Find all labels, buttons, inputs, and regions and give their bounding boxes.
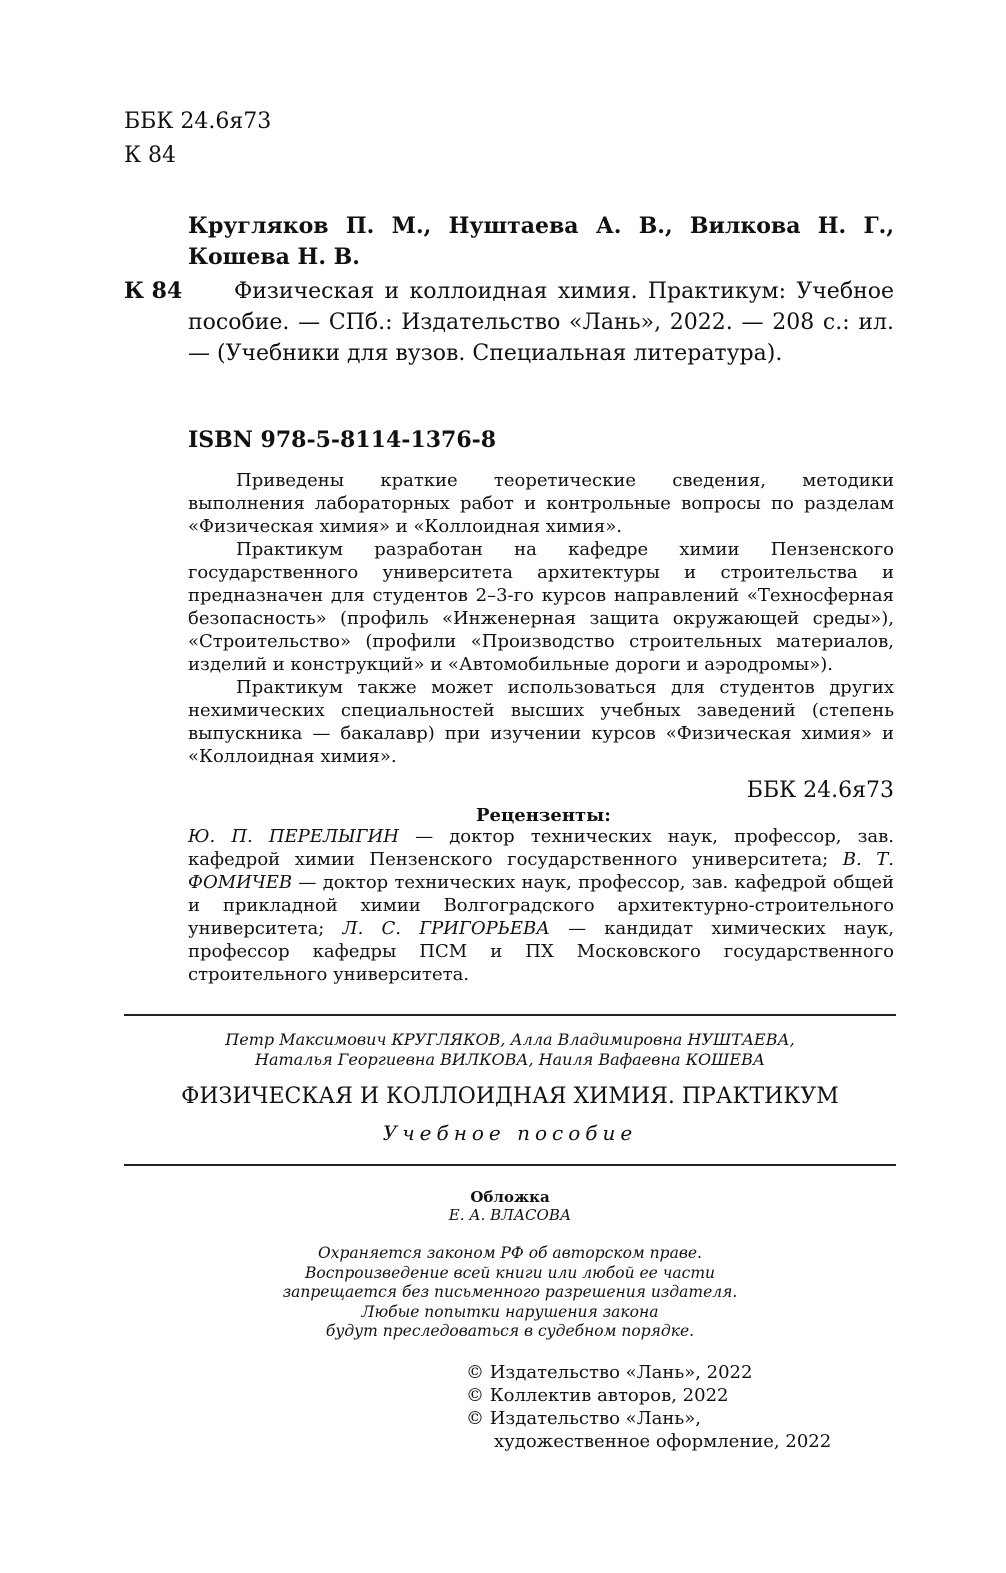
reviewer-description: — доктор технических наук, профессор, зав. кафедрой общей и прикладной химии Волгоградского архитектурно-строительного университета; [188, 872, 894, 939]
copyright-line [466, 1361, 896, 1384]
copyright-text: Издательство «Лань», [489, 1408, 701, 1429]
cover-label: Обложка [470, 1188, 550, 1206]
bbk-code-bottom: ББК 24.6я73 [746, 778, 894, 803]
copyright-list [466, 1361, 896, 1453]
reviewer-description: — кандидат химических наук, профессор кафедры ПСМ и ПХ Московского государственного строительного университета. [188, 918, 895, 985]
book-subtitle: Учебное пособие [382, 1121, 638, 1145]
reviewer-name: Л. С. ГРИГОРЬЕВА [342, 918, 550, 939]
copyright-symbol: © [466, 1385, 484, 1406]
copyright-notice [124, 1244, 896, 1342]
isbn: ISBN 978-5-8114-1376-8 [188, 427, 497, 453]
reviewers-heading: Рецензенты: [476, 805, 611, 826]
book-title: ФИЗИЧЕСКАЯ И КОЛЛОИДНАЯ ХИМИЯ. ПРАКТИКУМ [181, 1084, 839, 1109]
reviewers-list [188, 825, 894, 986]
k-code-label: К 84 [124, 278, 183, 304]
copyright-continuation: художественное оформление, 2022 [494, 1431, 832, 1452]
authors-full-line-2: Наталья Георгиевна ВИЛКОВА, Наиля Вафаевна КОШЕВА [255, 1050, 765, 1069]
copyright-line [466, 1384, 896, 1407]
reviewer-name: Ю. П. ПЕРЕЛЫГИН [188, 826, 399, 847]
k-code-top: К 84 [124, 143, 177, 168]
copyright-notice-line: запрещается без письменного разрешения издателя. [282, 1283, 738, 1301]
abstract [188, 469, 894, 768]
copyright-line [466, 1407, 896, 1430]
authors-heading: Кругляков П. М., Нуштаева А. В., Вилкова Н. Г., Кошева Н. В. [188, 213, 894, 270]
copyright-notice-line: Охраняется законом РФ об авторском праве. [318, 1244, 702, 1262]
authors-full-line-1: Петр Максимович КРУГЛЯКОВ, Алла Владимировна НУШТАЕВА, [225, 1030, 795, 1049]
cover-author: Е. А. ВЛАСОВА [448, 1206, 572, 1224]
copyright-text: Коллектив авторов, 2022 [489, 1385, 729, 1406]
abstract-paragraph: Приведены краткие теоретические сведения, методики выполнения лабораторных работ и контрольные вопросы по разделам «Физическая химия» и «Коллоидная химия». [188, 470, 894, 537]
divider-bottom [124, 1164, 896, 1166]
reviewer-description: — доктор технических наук, профессор, зав. кафедрой химии Пензенского государственного университета; [188, 826, 894, 870]
copyright-symbol: © [466, 1408, 484, 1429]
copyright-symbol: © [466, 1362, 484, 1383]
abstract-paragraph: Практикум разработан на кафедре химии Пензенского государственного университета архитектуры и строительства и предназначен для студентов 2–3-го курсов направлений «Техносферная безопасность» (профиль «Инженерная защита окружающей среды»), «Строительство» (профили «Производство строительных материалов, изделий и конструкций» и «Автомобильные дороги и аэродромы»). [188, 539, 894, 675]
divider-top [124, 1014, 896, 1016]
abstract-paragraph: Практикум также может использоваться для студентов других нехимических специальностей высших учебных заведений (степень выпускника — бакалавр) при изучении курсов «Физическая химия» и «Коллоидная химия». [188, 677, 894, 767]
reviewer-name: В. Т. ФОМИЧЕВ [188, 849, 894, 893]
copyright-notice-line: Воспроизведение всей книги или любой ее части [304, 1263, 716, 1282]
copyright-text: Издательство «Лань», 2022 [489, 1362, 753, 1383]
copyright-notice-line: будут преследоваться в судебном порядке. [325, 1322, 695, 1340]
bbk-code-top: ББК 24.6я73 [124, 109, 272, 134]
bibliographic-description: Физическая и коллоидная химия. Практикум: Учебное пособие. — СПб.: Издательство «Лань», 2022. — 208 с.: ил. — (Учебники для вузов. Специальная литература). [188, 279, 894, 366]
copyright-notice-line: Любые попытки нарушения закона [361, 1302, 659, 1321]
